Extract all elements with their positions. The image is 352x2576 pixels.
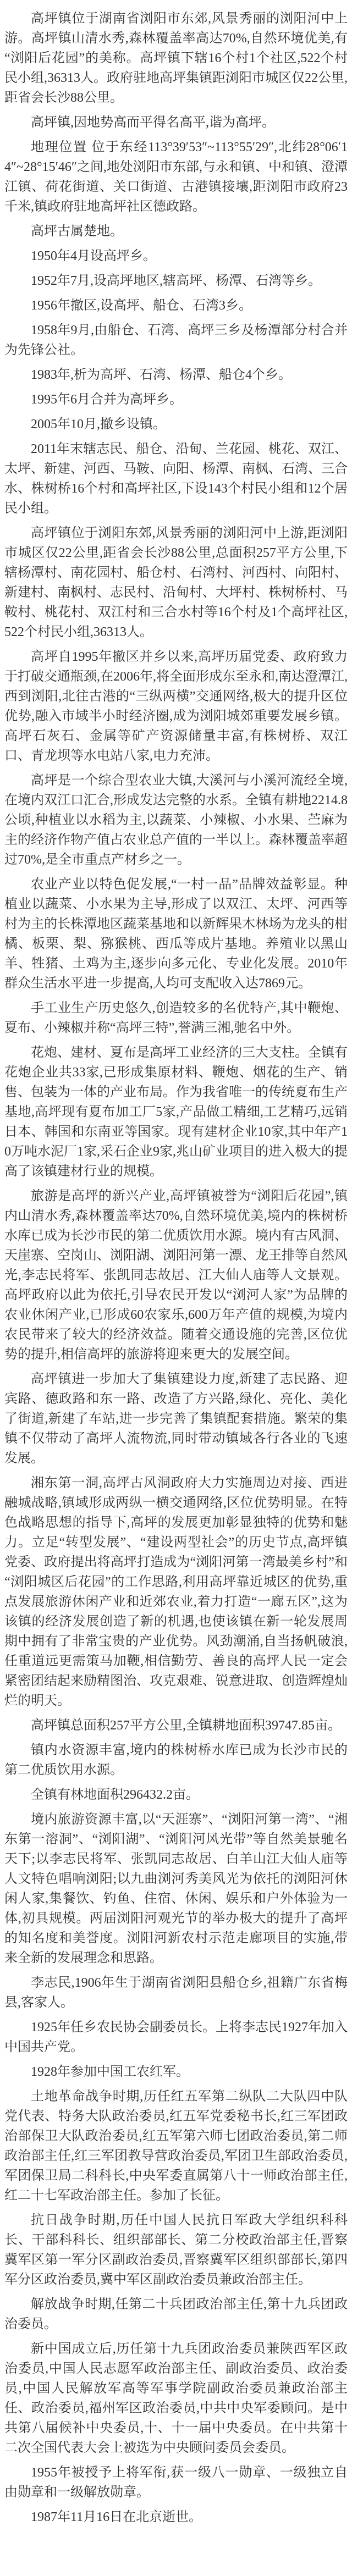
paragraph: 高坪自1995年撤区并乡以来,高坪历届党委、政府致力于打破交通瓶颈,在2006年,将全面形成东至永和,南达澄潭江,西到浏阳,北往古港的“三纵两横”交通网络,极大的提升区位优势,融入市域半小时经济圈,成为浏阳城郊重要发展乡镇。高坪石灰石、金属等矿产资源储量丰富,有株树桥、双江口、青龙坝等水电站八家,电力充沛。 xyxy=(4,650,348,763)
paragraph: 高坪是一个综合型农业大镇,大溪河与小溪河流经全境,在境内双江口汇合,形成发达完整的水系。全镇有耕地2214.8公顷,种植业以水稻为主,以蔬菜、小辣椒、小水果、苎麻为主的经济作物产值占农业总产值的一半以上。森林覆盖率超过70%,是全市重点产材乡之一。 xyxy=(4,773,348,867)
paragraph: 1956年撤区,设高坪、船仓、石湾3乡。 xyxy=(31,298,252,313)
paragraph: 1955年被授予上将军衔,获一级八一勋章、一级独立自由勋章和一级解放勋章。 xyxy=(4,2466,348,2500)
paragraph: 高坪镇,因地势高而平得名高平,谐为高坪。 xyxy=(31,115,275,130)
paragraph: 花炮、建材、夏布是高坪工业经济的三大支柱。全镇有花炮企业共33家,已形成集原材料、鞭炮、烟花的生产、销售、包装为一体的产业布局。作为我省唯一的传统夏布生产基地,高坪现有夏布加工厂5家,产品做工精细,工艺精巧,远销日本、韩国和东南亚等国家。现有建材企业10家,其中年产10万吨水泥厂1家,采石企业9家,兆山矿业项目的进入极大的提高了该镇建材行业的规模。 xyxy=(4,1046,348,1179)
paragraph: 1928年参加中国工农红军。 xyxy=(31,2065,189,2079)
paragraph: 李志民,1906年生于湖南省浏阳县船仓乡,祖籍广东省梅县,客家人。 xyxy=(4,1976,348,2010)
paragraph: 湘东第一洞,高坪古风洞政府大力实施周边对接、西进融城战略,镇域形成两纵一横交通网络,区位优势明显。在特色战略思想的指导下,高坪的发展更加彰显独特的优势和魅力。立足“转型发展”、“建设两型社会”的历史节点,高坪镇党委、政府提出将高坪打造成为“浏阳河第一湾最美乡村”和“浏阳城区后花园”的工作思路,利用高坪靠近城区的优势,重点发展旅游休闲产业和近郊农业,着力打造“一廊五区”,这为该镇的经济发展创造了新的机遇,也使该镇在新一轮发展周期中拥有了非常宝贵的产业优势。风劲潮涌,自当扬帆破浪,任重道远更需策马加鞭,相信勤劳、善良的高坪人民一定会紧密团结起来励精图治、攻克艰难、锐意进取、创造辉煌灿烂的明天。 xyxy=(4,1476,348,1708)
paragraph: 旅游是高坪的新兴产业,高坪镇被誉为“浏阳后花园”,镇内山清水秀,森林覆盖率达70%,自然环境优美,境内的株树桥水库已成为长沙市民的第二优质饮用水源。境内有古风洞、天崖寨、空岗山、浏阳湖、浏阳河第一漂、龙王排等自然风光,李志民将军、张凯同志故居、江大仙人庙等人文景观。高坪政府以此为依托,引导农民开发以“浏河人家”为品牌的农业休闲产业,已形成60农家乐,600万年产值的规模,为境内农民带来了较大的经济效益。随着交通设施的完善,区位优势的提升,相信高坪的旅游将迎来更大的发展空间。 xyxy=(4,1189,348,1362)
paragraph: 1952年7月,设高坪地区,辖高坪、杨潭、石湾等乡。 xyxy=(31,274,321,288)
paragraph: 地理位置 位于东经113°39′53″~113°55′29″,北纬28°06′14″~28°15′46″之间,地处浏阳市东部,与永和镇、中和镇、澄潭江镇、荷花街道、关口街道、古港镇接壤,距浏阳市政府23千米,镇政府驻地高坪社区德政路。 xyxy=(4,140,348,214)
paragraph: 1925年任乡农民协会副委员长。上将李志民1927年加入中国共产党。 xyxy=(4,2020,348,2054)
paragraph: 2005年10月,撤乡设镇。 xyxy=(31,417,166,432)
paragraph: 1987年11月16日在北京逝世。 xyxy=(31,2510,202,2524)
paragraph: 农业产业以特色促发展,“一村一品”品牌效益彰显。种植业以蔬菜、小水果为主导,形成了以双江、太坪、河西等村为主的长株潭地区蔬菜基地和以新辉果木林场为龙头的柑橘、板栗、梨、猕猴桃、西瓜等成片基地。养殖业以黑山羊、牲猪、土鸡为主,逐步向多元化、专业化发展。2010年群众生活水平进一步提高,人均可支配收入达7869元。 xyxy=(4,877,348,991)
paragraph: 高坪镇进一步加大了集镇建设力度,新建了志民路、迎宾路、德政路和东一路、改造了方兴路,绿化、亮化、美化了街道,新建了车站,进一步完善了集镇配套措施。繁荣的集镇不仅带动了高坪人流物流,同时带动镇域各行各业的飞速发展。 xyxy=(4,1372,348,1466)
paragraph: 高坪镇位于湖南省浏阳市东郊,风景秀丽的浏阳河中上游。高坪镇山清水秀,森林覆盖率高达70%,自然环境优美,有“浏阳后花园”的美称。高坪镇下辖16个村1个社区,522个村民小组,36313人。政府驻地高坪集镇距浏阳市城区仅22公里,距省会长沙88公里。 xyxy=(4,12,348,105)
paragraph: 高坪镇位于浏阳东郊,风景秀丽的浏阳河中上游,距浏阳市城区仅22公里,距省会长沙88公里,总面积257平方公里,下辖杨潭村、南花园村、船仓村、石湾村、河西村、向阳村、新建村、南枫村、志民村、沿甸村、大坪村、株树桥村、马鞍村、桃花村、双江村和三合水村等16个村及1个高坪社区,522个村民小组,36313人。 xyxy=(4,526,348,639)
paragraph: 2011年末辖志民、船仓、沿甸、兰花园、桃花、双江、太坪、新建、河西、马鞍、向阳、杨潭、南枫、石湾、三合水、株树桥16个村和高坪社区,下设143个村民小组和12个居民小组。 xyxy=(4,442,348,516)
paragraph: 1958年9月,由船仓、石湾、高坪三乡及杨潭部分村合并为先锋公社。 xyxy=(4,323,348,357)
paragraph: 全镇有林地面积296432.2亩。 xyxy=(31,1788,199,1802)
paragraph: 1950年4月设高坪乡。 xyxy=(31,249,156,263)
paragraph: 高坪镇总面积257平方公里,全镇耕地面积39747.85亩。 xyxy=(31,1718,341,1733)
paragraph: 新中国成立后,历任第十九兵团政治委员兼陕西军区政治委员,中国人民志愿军政治部主任、副政治委员、政治委员,中国人民解放军高等军事学院副政治委员兼政治部主任、政治委员,福州军区政治委员,中共中央军委顾问。是中共第八届候补中央委员,十、十一届中央委员。在中共第十二次全国代表大会上被选为中央顾问委员会委员。 xyxy=(4,2342,348,2455)
paragraph: 1983年,析为高坪、石湾、杨潭、船仓4个乡。 xyxy=(31,368,292,382)
paragraph: 1995年6月合并为高坪乡。 xyxy=(31,393,183,407)
paragraph: 解放战争时期,任第二十兵团政治部主任,第十九兵团政治委员。 xyxy=(4,2297,348,2331)
paragraph: 镇内水资源丰富,境内的株树桥水库已成为长沙市民的第二优质饮用水源。 xyxy=(4,1743,348,1777)
paragraph: 高坪古属楚地。 xyxy=(31,224,123,239)
paragraph: 境内旅游资源丰富,以“天涯寨”、“浏阳河第一湾”、“湘东第一溶洞”、“浏阳湖”、“浏阳河风光带”等自然美景驰名天下;以李志民将军、张凯同志故居、白羊山江大仙人庙等人文特色唱响浏阳;以九曲浏河秀美风光为依托的浏阳河休闲人家,集餐饮、钓鱼、住宿、休闲、娱乐和户外体验为一体,初具规模。两届浏阳河观光节的举办极大的提升了高坪的知名度和美誉度。浏阳河新农村示范走廊项目的实施,带来全新的发展理念和思路。 xyxy=(4,1812,348,1965)
paragraph: 手工业生产历史悠久,创造较多的名优特产,其中鞭炮、夏布、小辣椒并称“高坪三特”,誉满三湘,驰名中外。 xyxy=(4,1001,348,1035)
paragraph: 抗日战争时期,历任中国人民抗日军政大学组织科科长、干部科科长、组织部部长、第二分校政治部主任,晋察冀军区第一军分区副政治委员,晋察冀军区组织部部长,第四军分区政治委员,冀中军区副政治委员兼政治部主任。 xyxy=(4,2213,348,2287)
paragraph: 土地革命战争时期,历任红五军第二纵队二大队四中队党代表、特务大队政治委员,红五军党委秘书长,红三军团政治部保卫大队政治委员,红五军第六师七团政治委员,第二师政治部主任,红三军团教导营政治委员,军团卫生部政治委员,军团保卫局二科科长,中央军委直属第八十一师政治部主任,红二十七军政治部主任。参加了长征。 xyxy=(4,2089,348,2203)
